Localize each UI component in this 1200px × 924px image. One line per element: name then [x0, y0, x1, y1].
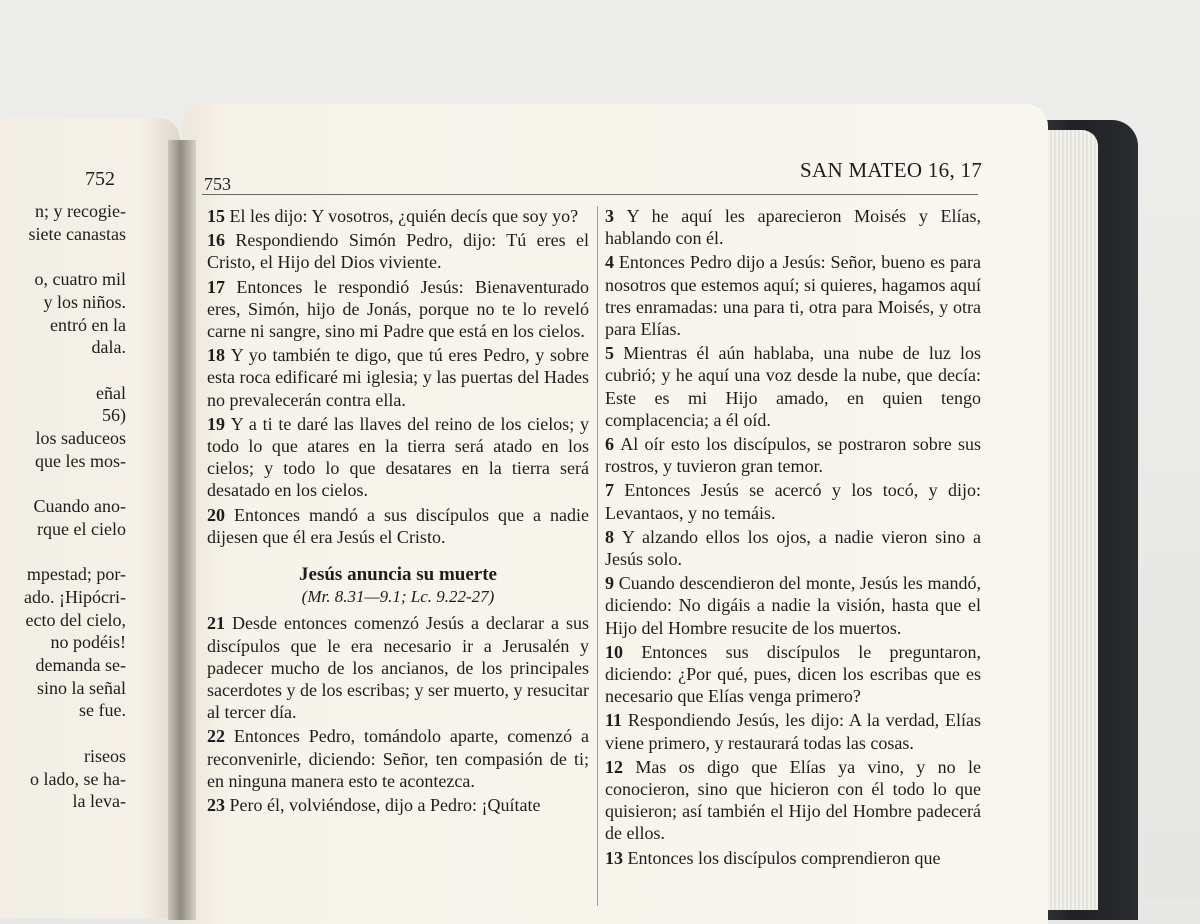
verse [605, 251, 981, 340]
verse [605, 433, 981, 477]
verse-text: Mientras él aún hablaba, una nube de luz los cubrió; y he aquí una voz desde la nube, que decía: Este es mi Hijo amado, en quien tengo complacencia; a él oíd. [605, 343, 982, 430]
verse-number: 21 [207, 613, 233, 634]
verse-text: Respondiendo Jesús, les dijo: A la verdad, Elías viene primero, y restaurará todas las cosas. [605, 710, 981, 753]
left-page-line: ecto del cielo, [25, 609, 126, 630]
verse-number: 8 [605, 526, 622, 547]
column-divider [597, 206, 598, 906]
left-page-line: siete canastas [28, 223, 126, 244]
left-column [207, 205, 589, 818]
verse [207, 344, 589, 411]
verse-number: 13 [605, 847, 628, 868]
verse-number: 17 [207, 276, 237, 297]
verse-number: 6 [605, 434, 621, 455]
verse-text: Pero él, volviéndose, dijo a Pedro: ¡Quítate [229, 795, 541, 816]
verse-number: 23 [207, 795, 230, 816]
section-reference: (Mr. 8.31—9.1; Lc. 9.22-27) [301, 587, 495, 607]
left-page-line: o, cuatro mil [34, 269, 126, 290]
verse-number: 4 [605, 252, 619, 273]
verse-text: Entonces Pedro dijo a Jesús: Señor, bueno es para nosotros que estemos aquí; si quieres, hagamos aquí tres enramadas: una para ti, otra para Moisés, y otra para Elías. [605, 252, 981, 340]
verse [207, 794, 589, 816]
verse-number: 12 [605, 756, 636, 777]
verse-text: Entonces Pedro, tomándolo aparte, comenzó a reconvenirle, diciendo: Señor, ten compasión de ti; en ninguna manera esto te acontezca. [207, 726, 590, 791]
left-page-line: dala. [91, 337, 126, 358]
verse [605, 342, 981, 431]
verse [207, 612, 589, 723]
verse-number: 15 [207, 206, 230, 226]
verse-text: Desde entonces comenzó Jesús a declarar a sus discípulos que le era necesario ir a Jerusalén y padecer mucho de los ancianos, de los principales sacerdotes y de los escribas; y ser muerto, y resucitar al tercer día. [207, 613, 589, 723]
verse-number: 22 [207, 726, 234, 747]
verse [207, 413, 589, 502]
left-page-line [0, 541, 126, 564]
book-gutter [168, 140, 196, 920]
left-page-line: la leva- [72, 791, 126, 812]
left-page-line: ado. ¡Hipócri- [24, 586, 126, 607]
verse-text: Entonces Jesús se acercó y los tocó, y dijo: Levantaos, y no temáis. [605, 480, 982, 523]
header-rule [202, 194, 978, 195]
verse [605, 847, 981, 869]
verse-text: Y yo también te digo, que tú eres Pedro, y sobre esta roca edificaré mi iglesia; y las puertas del Hades no prevalecerán contra ella. [207, 345, 589, 410]
section-heading: Jesús anuncia su muerte [299, 564, 497, 586]
left-page-line: no podéis! [50, 632, 126, 653]
right-column [605, 205, 981, 871]
verse-number: 9 [605, 573, 619, 594]
right-page-number: 753 [204, 174, 231, 194]
left-page-line: rque el cielo [37, 518, 126, 539]
verse [207, 229, 589, 273]
verse-number: 18 [207, 345, 231, 366]
verse-text: Entonces los discípulos comprendieron que [627, 847, 941, 868]
verse-number: 10 [605, 641, 642, 662]
verse-text: Cuando descendieron del monte, Jesús les mandó, diciendo: No digáis a nadie la visión, hasta que el Hijo del Hombre resucite de los muertos. [605, 573, 981, 638]
verse-text: Y alzando ellos los ojos, a nadie vieron sino a Jesús solo. [605, 526, 981, 570]
left-page-line: riseos [84, 745, 126, 766]
verse-text: Entonces le respondió Jesús: Bienaventurado eres, Simón, hijo de Jonás, porque no te lo reveló carne ni sangre, sino mi Padre que está en los cielos. [207, 276, 589, 342]
verse [605, 641, 981, 708]
verse [605, 526, 981, 570]
left-page-line: o lado, se ha- [30, 768, 126, 789]
verse-number: 19 [207, 413, 231, 434]
verse-text: Y a ti te daré las llaves del reino de los cielos; y todo lo que atares en la tierra será atado en los cielos; y todo lo que desatares en la tierra será desatado en los cielos. [207, 413, 590, 501]
left-page-line [0, 245, 126, 268]
verse [605, 572, 981, 639]
verse-number: 20 [207, 504, 235, 525]
verse [207, 504, 589, 548]
verse-text: Al oír esto los discípulos, se postraron sobre sus rostros, y tuvieron gran temor. [605, 434, 981, 477]
verse-number: 3 [605, 206, 627, 226]
left-page-line: entró en la [50, 314, 126, 335]
verse-number: 5 [605, 343, 624, 364]
verse [605, 756, 981, 845]
left-page-line [0, 472, 126, 495]
verse [605, 479, 981, 523]
left-page-line: se fue. [79, 700, 126, 721]
left-page-line [0, 359, 126, 382]
left-page-line: 56) [102, 405, 126, 426]
left-page-line: n; y recogie- [35, 201, 126, 221]
verse [207, 725, 589, 792]
running-header: SAN MATEO 16, 17 [800, 158, 983, 182]
verse-text: Entonces mandó a sus discípulos que a nadie dijesen que él era Jesús el Cristo. [207, 504, 589, 547]
verse-number: 7 [605, 480, 625, 501]
page-edges [1040, 130, 1098, 910]
verse-text: Entonces sus discípulos le preguntaron, diciendo: ¿Por qué, pues, dicen los escribas que es necesario que Elías venga primero? [605, 641, 981, 707]
left-page-line: eñal [96, 382, 126, 403]
left-page-line: demanda se- [35, 655, 126, 676]
verse [207, 276, 589, 343]
verse [207, 205, 589, 227]
left-page-line: sino la señal [37, 677, 126, 698]
verse-text: Mas os digo que Elías ya vino, y no le conocieron, sino que hicieron con él todo lo que quisieron; así también el Hijo del Hombre padecerá de ellos. [605, 756, 982, 844]
left-page-line: Cuando ano- [33, 496, 126, 517]
verse-text: Respondiendo Simón Pedro, dijo: Tú eres el Cristo, el Hijo del Dios viviente. [207, 230, 590, 273]
verse [605, 205, 981, 249]
left-page-text [0, 200, 126, 813]
left-page-line: que les mos- [35, 450, 126, 471]
verse-number: 11 [605, 710, 628, 731]
verse [605, 709, 981, 753]
verse-number: 16 [207, 230, 236, 251]
left-page-number: 752 [85, 168, 115, 190]
left-page-line: y los niños. [43, 291, 126, 312]
verse-text: Y he aquí les aparecieron Moisés y Elías, hablando con él. [605, 206, 981, 249]
left-page-line: los saduceos [35, 428, 126, 449]
left-page-line: mpestad; por- [26, 564, 126, 585]
left-page-line [0, 722, 126, 745]
verse-text: El les dijo: Y vosotros, ¿quién decís que soy yo? [229, 206, 579, 226]
